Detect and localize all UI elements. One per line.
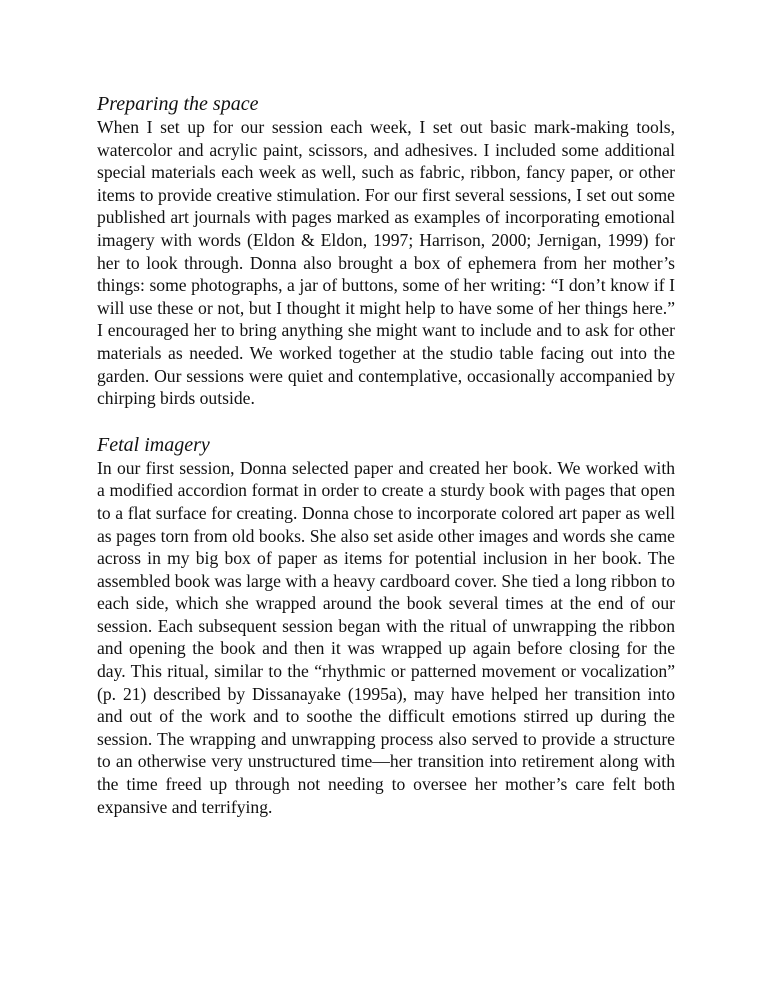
section-preparing-the-space — [97, 92, 675, 410]
section-paragraph: When I set up for our session each week, I set out basic mark-making tools, watercolor and acrylic paint, scissors, and adhesives. I included some additional special materials each week as well, such as fabric, ribbon, fancy paper, or other items to provide creative stimulation. For our first several sessions, I set out some published art journals with pages marked as examples of incorporating emotional imagery with words (Eldon & Eldon, 1997; Harrison, 2000; Jernigan, 1999) for her to look through. Donna also brought a box of ephemera from her mother’s things: some photographs, a jar of buttons, some of her writing: “I don’t know if I will use these or not, but I thought it might help to have some of her things here.” I encouraged her to bring anything she might want to include and to ask for other materials as needed. We worked together at the studio table facing out into the garden. Our sessions were quiet and contemplative, occasionally accompanied by chirping birds outside. — [97, 117, 675, 409]
section-fetal-imagery — [97, 433, 675, 819]
section-heading: Fetal imagery — [97, 433, 210, 456]
section-heading: Preparing the space — [97, 93, 259, 115]
section-paragraph: In our first session, Donna selected paper and created her book. We worked with a modified accordion format in order to create a sturdy book with pages that open to a flat surface for creating. Donna chose to incorporate colored art paper as well as pages torn from old books. She also set aside other images and words she came across in my big box of paper as items for potential inclusion in her book. The assembled book was large with a heavy cardboard cover. She tied a long ribbon to each side, which she wrapped around the book several times at the end of our session. Each subsequent session began with the ritual of unwrapping the ribbon and opening the book and then it was wrapped up again before closing for the day. This ritual, similar to the “rhythmic or patterned movement or vocalization” (p. 21) described by Dissanayake (1995a), may have helped her transition into and out of the work and to soothe the difficult emotions stirred up during the session. The wrapping and unwrapping process also served to provide a structure to an otherwise very unstructured time—her transition into retirement along with the time freed up through not needing to oversee her mother’s care felt both expansive and terrifying. — [97, 457, 675, 817]
document-page — [97, 92, 675, 818]
